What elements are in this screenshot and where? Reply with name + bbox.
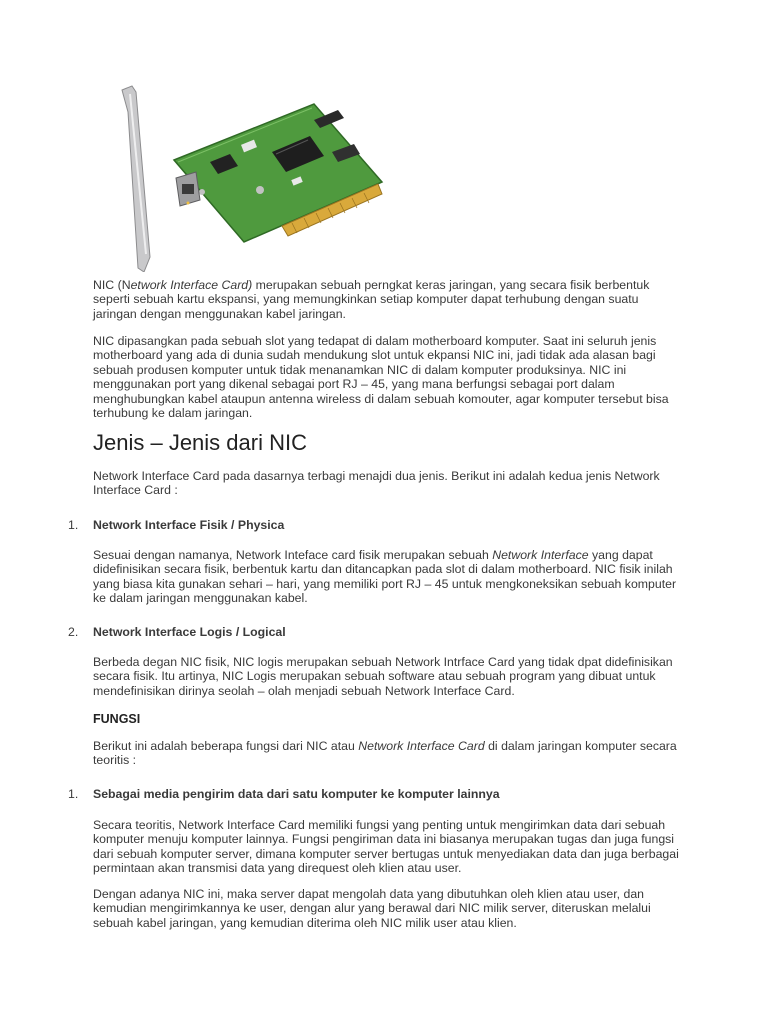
type-desc-logical: Berbeda degan NIC fisik, NIC logis merupakan sebuah Network Intrface Card yang tidak dpat didefinisikan secara fisik. Itu artinya, NIC Logis merupakan sebuah software atau sebuah program yang dibuat untuk mendefinisikan dirinya seolah – olah menjadi sebuah Network Interface Card. bbox=[93, 655, 673, 698]
fungsi-intro: Berikut ini adalah beberapa fungsi dari NIC atau Network Interface Card di dalam jaringan komputer secara teoritis : bbox=[93, 739, 677, 768]
type-desc-physical: Sesuai dengan namanya, Network Inteface card fisik merupakan sebuah Network Interface yang dapat didefinisikan secara fisik, berbentuk kartu dan ditancapkan pada slot di dalam motherboard. NIC fisik inilah yang biasa kita gunakan sehari – hari, yang memiliki port RJ – 45 untuk mengkoneksikan sebuah komputer ke dalam jaringan menggunakan kabel. bbox=[93, 548, 677, 606]
type-title-physical: Network Interface Fisik / Physica bbox=[93, 518, 285, 532]
fungsi-item-title: Sebagai media pengirim data dari satu komputer ke komputer lainnya bbox=[93, 787, 500, 801]
fungsi-heading: FUNGSI bbox=[93, 712, 141, 726]
fungsi-desc-1: Secara teoritis, Network Interface Card memiliki fungsi yang penting untuk mengirimkan data dari sebuah komputer menuju komputer lainnya. Fungsi pengiriman data ini biasanya merupakan tugas dan juga fungsi dari sebuah komputer server, dimana komputer server bertugas untuk menyediakan data dan juga berbagai permintaan akan transmisi data yang direquest oleh klien atau user. bbox=[93, 818, 679, 876]
list-number: 2. bbox=[68, 625, 79, 639]
type-title-logical: Network Interface Logis / Logical bbox=[93, 625, 286, 639]
intro-paragraph: NIC (Network Interface Card) merupakan sebuah perngkat keras jaringan, yang secara fisik berbentuk seperti sebuah kartu ekspansi, yang memungkinkan setiap komputer dapat terhubung dengan suatu jaringan dengan menggunakan kabel jaringan. bbox=[93, 278, 650, 321]
section-heading: Jenis – Jenis dari NIC bbox=[93, 430, 307, 455]
network-interface-card-image bbox=[92, 82, 392, 272]
list-number: 1. bbox=[68, 518, 79, 532]
slot-paragraph: NIC dipasangkan pada sebuah slot yang tedapat di dalam motherboard komputer. Saat ini seluruh jenis motherboard yang ada di dunia sudah mendukung slot untuk ekpansi NIC ini, jadi tidak ada alasan bagi sebuah produsen komputer untuk tidak menanamkan NIC di dalam komputer produksinya. NIC ini menggunakan port yang dikenal sebagai port RJ – 45, yang mana berfungsi sebagai port dalam menghubungkan kabel ataupun antenna wireless di dalam sebuah komouter, agar komputer tersebut bisa terhubung ke dalam jaringan. bbox=[93, 334, 669, 421]
list-number: 1. bbox=[68, 787, 79, 801]
fungsi-desc-2: Dengan adanya NIC ini, maka server dapat mengolah data yang dibutuhkan oleh klien atau user, dan kemudian mengirimkannya ke user, dengan alur yang berawal dari NIC milik server, diteruskan melalui sebuah kabel jaringan, yang kemudian diterima oleh NIC milik user atau klien. bbox=[93, 887, 651, 930]
types-intro: Network Interface Card pada dasarnya terbagi menajdi dua jenis. Berikut ini adalah kedua jenis Network Interface Card : bbox=[93, 469, 660, 498]
